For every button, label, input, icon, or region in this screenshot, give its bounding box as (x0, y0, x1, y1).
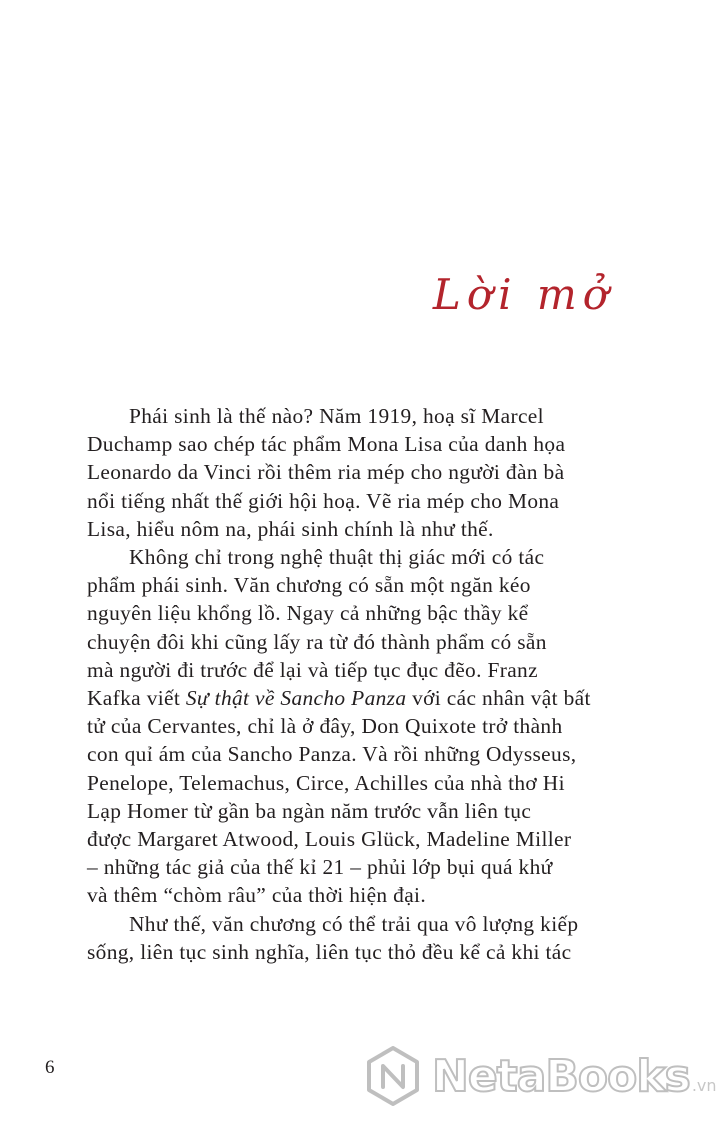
text-line: Không chỉ trong nghệ thuật thị giác mới có tác (129, 545, 545, 570)
text-line: nguyên liệu khổng lồ. Ngay cả những bậc thầy kể (87, 601, 529, 626)
text-line: Lisa, hiểu nôm na, phái sinh chính là như thế. (87, 516, 494, 541)
text-line: Duchamp sao chép tác phẩm Mona Lisa của danh họa (87, 432, 566, 457)
body-text (87, 402, 627, 966)
text-line: Penelope, Telemachus, Circe, Achilles của nhà thơ Hi (87, 770, 565, 795)
text-line: phẩm phái sinh. Văn chương có sẵn một ngăn kéo (87, 573, 531, 598)
text-line: Như thế, văn chương có thể trải qua vô lượng kiếp (129, 911, 579, 936)
text-line: tử của Cervantes, chỉ là ở đây, Don Quixote trở thành (87, 714, 563, 739)
paragraph-2 (87, 543, 627, 910)
paragraph-3 (87, 910, 627, 966)
text-line: nổi tiếng nhất thế giới hội hoạ. Vẽ ria mép cho Mona (87, 488, 560, 513)
chapter-title: Lời mở (432, 270, 614, 319)
text-line: và thêm “chòm râu” của thời hiện đại. (87, 883, 427, 908)
paragraph-1 (87, 402, 627, 543)
text-fragment: với các nhân vật bất (406, 686, 591, 711)
page-number: 6 (45, 1057, 55, 1078)
watermark-brand: NetaBooks (432, 1050, 690, 1102)
text-line-with-book-title (87, 684, 627, 712)
text-line: chuyện đôi khi cũng lấy ra từ đó thành phẩm có sẵn (87, 629, 547, 654)
text-line: Phái sinh là thế nào? Năm 1919, hoạ sĩ Marcel (129, 404, 544, 428)
text-line: mà người đi trước để lại và tiếp tục đục đẽo. Franz (87, 657, 538, 682)
netabooks-logo-icon (362, 1045, 424, 1107)
watermark-suffix: .vn (691, 1075, 717, 1095)
text-line: – những tác giả của thế kỉ 21 – phủi lớp bụi quá khứ (87, 855, 553, 880)
text-fragment: Kafka viết (87, 686, 186, 711)
text-line: Leonardo da Vinci rồi thêm ria mép cho người đàn bà (87, 460, 565, 485)
text-line: sống, liên tục sinh nghĩa, liên tục thỏ đều kể cả khi tác (87, 939, 572, 964)
text-line: con quỉ ám của Sancho Panza. Và rồi những Odysseus, (87, 742, 577, 767)
text-line: được Margaret Atwood, Louis Glück, Madeline Miller (87, 827, 572, 852)
text-line: Lạp Homer từ gần ba ngàn năm trước vẫn liên tục (87, 798, 532, 823)
watermark (362, 1045, 717, 1107)
book-title: Sự thật về Sancho Panza (185, 686, 407, 711)
